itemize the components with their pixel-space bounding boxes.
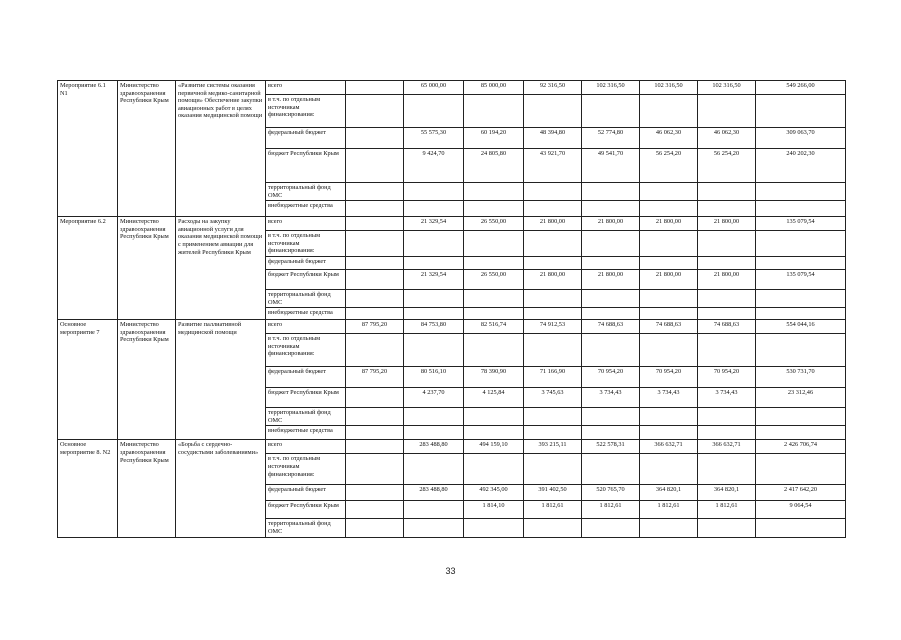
total-cell [756, 231, 846, 257]
value-cell [524, 289, 582, 307]
value-cell: 364 820,1 [698, 485, 756, 501]
source-cell: бюджет Республики Крым [266, 501, 346, 519]
value-cell: 366 632,71 [640, 440, 698, 454]
funding-grid [57, 80, 846, 538]
value-cell: 21 800,00 [698, 217, 756, 231]
value-cell [404, 308, 464, 320]
value-cell: 102 316,50 [582, 81, 640, 95]
value-cell [346, 149, 404, 183]
value-cell [524, 408, 582, 426]
source-cell: в т.ч. по отдельным источникам финансирования: [266, 231, 346, 257]
value-cell [640, 334, 698, 367]
value-cell [582, 519, 640, 537]
value-cell: 21 800,00 [582, 269, 640, 289]
value-cell: 71 166,90 [524, 367, 582, 388]
value-cell: 82 516,74 [464, 320, 524, 334]
value-cell [346, 501, 404, 519]
value-cell [698, 95, 756, 128]
value-cell: 92 316,50 [524, 81, 582, 95]
value-cell: 56 254,20 [698, 149, 756, 183]
value-cell [698, 308, 756, 320]
value-cell: 46 062,30 [640, 128, 698, 149]
value-cell: 55 575,30 [404, 128, 464, 149]
value-cell [582, 256, 640, 269]
source-cell: федеральный бюджет [266, 128, 346, 149]
value-cell [524, 95, 582, 128]
source-cell: внебюджетные средства [266, 426, 346, 440]
value-cell [464, 201, 524, 217]
value-cell [582, 426, 640, 440]
value-cell: 78 390,90 [464, 367, 524, 388]
value-cell [698, 183, 756, 201]
value-cell [582, 454, 640, 485]
value-cell: 49 541,70 [582, 149, 640, 183]
value-cell [698, 454, 756, 485]
value-cell: 1 812,61 [698, 501, 756, 519]
value-cell: 74 688,63 [698, 320, 756, 334]
table-row [58, 320, 846, 334]
value-cell: 3 734,43 [640, 388, 698, 408]
value-cell: 494 159,10 [464, 440, 524, 454]
value-cell [404, 289, 464, 307]
value-cell [346, 128, 404, 149]
value-cell [464, 426, 524, 440]
value-cell [464, 454, 524, 485]
value-cell: 9 424,70 [404, 149, 464, 183]
value-cell [640, 519, 698, 537]
total-cell [756, 183, 846, 201]
value-cell: 520 765,70 [582, 485, 640, 501]
executor-cell: Министерство здравоохранения Республики Крым [118, 320, 176, 440]
value-cell [582, 95, 640, 128]
value-cell [404, 519, 464, 537]
page-number: 33 [445, 566, 456, 576]
value-cell: 65 000,00 [404, 81, 464, 95]
value-cell: 87 795,20 [346, 367, 404, 388]
value-cell [404, 454, 464, 485]
value-cell [698, 201, 756, 217]
value-cell: 4 125,84 [464, 388, 524, 408]
value-cell [404, 426, 464, 440]
value-cell [346, 269, 404, 289]
value-cell [346, 201, 404, 217]
value-cell: 26 550,00 [464, 217, 524, 231]
value-cell [640, 95, 698, 128]
total-cell: 135 079,54 [756, 269, 846, 289]
value-cell: 48 394,80 [524, 128, 582, 149]
description-cell: Развитие паллиативной медицинской помощи [176, 320, 266, 440]
value-cell: 21 800,00 [524, 269, 582, 289]
source-cell: территориальный фонд ОМС [266, 289, 346, 307]
total-cell [756, 334, 846, 367]
value-cell: 1 812,61 [524, 501, 582, 519]
source-cell: внебюджетные средства [266, 201, 346, 217]
source-cell: территориальный фонд ОМС [266, 183, 346, 201]
funding-table [57, 80, 845, 563]
value-cell: 364 820,1 [640, 485, 698, 501]
value-cell: 43 921,70 [524, 149, 582, 183]
source-cell: бюджет Республики Крым [266, 269, 346, 289]
value-cell [346, 183, 404, 201]
value-cell [346, 81, 404, 95]
total-cell: 2 417 642,20 [756, 485, 846, 501]
value-cell: 74 912,53 [524, 320, 582, 334]
value-cell [464, 308, 524, 320]
source-cell: внебюджетные средства [266, 308, 346, 320]
total-cell: 549 266,00 [756, 81, 846, 95]
value-cell [640, 426, 698, 440]
value-cell [698, 289, 756, 307]
total-cell: 9 064,54 [756, 501, 846, 519]
description-cell: Расходы на закупку авиационной услуги для оказания медицинской помощи с применением авиации для жителей Республики Крым [176, 217, 266, 320]
source-cell: всего [266, 217, 346, 231]
source-cell: всего [266, 81, 346, 95]
value-cell [464, 408, 524, 426]
total-cell [756, 201, 846, 217]
value-cell: 102 316,50 [640, 81, 698, 95]
value-cell [346, 485, 404, 501]
total-cell: 530 731,70 [756, 367, 846, 388]
value-cell: 21 800,00 [524, 217, 582, 231]
value-cell: 87 795,20 [346, 320, 404, 334]
value-cell: 52 774,80 [582, 128, 640, 149]
value-cell [582, 308, 640, 320]
value-cell [346, 408, 404, 426]
value-cell [524, 183, 582, 201]
value-cell [404, 256, 464, 269]
value-cell: 70 954,20 [640, 367, 698, 388]
value-cell [524, 426, 582, 440]
value-cell [698, 426, 756, 440]
value-cell [640, 408, 698, 426]
total-cell [756, 454, 846, 485]
total-cell: 23 312,46 [756, 388, 846, 408]
value-cell: 84 753,80 [404, 320, 464, 334]
value-cell: 393 215,11 [524, 440, 582, 454]
value-cell [346, 388, 404, 408]
table-row [58, 81, 846, 95]
source-cell: в т.ч. по отдельным источникам финансирования: [266, 95, 346, 128]
value-cell [524, 454, 582, 485]
value-cell [582, 231, 640, 257]
executor-cell: Министерство здравоохранения Республики Крым [118, 81, 176, 217]
source-cell: федеральный бюджет [266, 367, 346, 388]
source-cell: территориальный фонд ОМС [266, 519, 346, 537]
table-row [58, 440, 846, 454]
source-cell: в т.ч. по отдельным источникам финансирования: [266, 334, 346, 367]
value-cell [404, 95, 464, 128]
total-cell [756, 256, 846, 269]
value-cell [640, 256, 698, 269]
value-cell: 24 805,80 [464, 149, 524, 183]
value-cell [404, 201, 464, 217]
source-cell: федеральный бюджет [266, 256, 346, 269]
source-cell: бюджет Республики Крым [266, 388, 346, 408]
event-cell: Мероприятие 6.1 N1 [58, 81, 118, 217]
value-cell [346, 426, 404, 440]
source-cell: всего [266, 440, 346, 454]
total-cell: 135 079,54 [756, 217, 846, 231]
value-cell [346, 308, 404, 320]
total-cell [756, 408, 846, 426]
value-cell [640, 183, 698, 201]
value-cell [640, 289, 698, 307]
value-cell [464, 256, 524, 269]
value-cell: 1 812,61 [582, 501, 640, 519]
total-cell: 240 202,30 [756, 149, 846, 183]
event-cell: Основное мероприятие 7 [58, 320, 118, 440]
value-cell [346, 95, 404, 128]
source-cell: федеральный бюджет [266, 485, 346, 501]
value-cell: 283 488,80 [404, 485, 464, 501]
value-cell: 74 688,63 [640, 320, 698, 334]
value-cell: 21 800,00 [698, 269, 756, 289]
value-cell [582, 289, 640, 307]
total-cell: 309 063,70 [756, 128, 846, 149]
value-cell [346, 454, 404, 485]
value-cell: 21 329,54 [404, 269, 464, 289]
value-cell: 4 237,70 [404, 388, 464, 408]
source-cell: в т.ч. по отдельным источникам финансирования: [266, 454, 346, 485]
executor-cell: Министерство здравоохранения Республики Крым [118, 217, 176, 320]
value-cell [582, 201, 640, 217]
value-cell [640, 231, 698, 257]
value-cell [698, 519, 756, 537]
value-cell [404, 501, 464, 519]
value-cell: 70 954,20 [698, 367, 756, 388]
value-cell [698, 334, 756, 367]
value-cell [346, 231, 404, 257]
value-cell [524, 231, 582, 257]
value-cell: 85 000,00 [464, 81, 524, 95]
value-cell: 70 954,20 [582, 367, 640, 388]
value-cell [698, 231, 756, 257]
value-cell [464, 519, 524, 537]
value-cell [464, 289, 524, 307]
value-cell: 74 688,63 [582, 320, 640, 334]
event-cell: Мероприятие 6.2 [58, 217, 118, 320]
total-cell [756, 289, 846, 307]
value-cell: 21 800,00 [640, 269, 698, 289]
value-cell [698, 256, 756, 269]
value-cell [524, 256, 582, 269]
value-cell: 366 632,71 [698, 440, 756, 454]
value-cell [582, 408, 640, 426]
value-cell: 46 062,30 [698, 128, 756, 149]
value-cell [582, 334, 640, 367]
value-cell: 21 329,54 [404, 217, 464, 231]
value-cell: 391 402,50 [524, 485, 582, 501]
value-cell: 3 745,63 [524, 388, 582, 408]
value-cell [524, 308, 582, 320]
value-cell [346, 256, 404, 269]
value-cell [640, 454, 698, 485]
value-cell: 3 734,43 [582, 388, 640, 408]
value-cell [640, 308, 698, 320]
value-cell: 3 734,43 [698, 388, 756, 408]
description-cell: «Борьба с сердечно-сосудистыми заболеваниями» [176, 440, 266, 537]
value-cell [582, 183, 640, 201]
total-cell [756, 519, 846, 537]
value-cell [346, 217, 404, 231]
value-cell: 21 800,00 [640, 217, 698, 231]
value-cell: 1 814,10 [464, 501, 524, 519]
value-cell [524, 201, 582, 217]
value-cell [346, 334, 404, 367]
event-cell: Основное мероприятие 8. N2 [58, 440, 118, 537]
value-cell: 80 516,10 [404, 367, 464, 388]
value-cell: 26 550,00 [464, 269, 524, 289]
value-cell [346, 440, 404, 454]
value-cell [464, 231, 524, 257]
source-cell: всего [266, 320, 346, 334]
value-cell: 283 488,80 [404, 440, 464, 454]
value-cell: 492 345,00 [464, 485, 524, 501]
source-cell: бюджет Республики Крым [266, 149, 346, 183]
total-cell [756, 95, 846, 128]
value-cell: 102 316,50 [698, 81, 756, 95]
value-cell [640, 201, 698, 217]
value-cell [404, 408, 464, 426]
description-cell: «Развитие системы оказания первичной медико-санитарной помощи» Обеспечение закупки авиационных работ в целях оказания медицинской помощи [176, 81, 266, 217]
value-cell [698, 408, 756, 426]
total-cell [756, 426, 846, 440]
value-cell: 1 812,61 [640, 501, 698, 519]
total-cell [756, 308, 846, 320]
executor-cell: Министерство здравоохранения Республики Крым [118, 440, 176, 537]
value-cell [464, 183, 524, 201]
value-cell: 522 578,31 [582, 440, 640, 454]
total-cell: 2 426 706,74 [756, 440, 846, 454]
value-cell [404, 183, 464, 201]
value-cell [524, 334, 582, 367]
value-cell [404, 334, 464, 367]
value-cell [346, 519, 404, 537]
value-cell [464, 334, 524, 367]
table-row [58, 217, 846, 231]
source-cell: территориальный фонд ОМС [266, 408, 346, 426]
value-cell: 60 194,20 [464, 128, 524, 149]
value-cell [404, 231, 464, 257]
value-cell [464, 95, 524, 128]
value-cell [346, 289, 404, 307]
total-cell: 554 044,16 [756, 320, 846, 334]
value-cell [524, 519, 582, 537]
value-cell: 21 800,00 [582, 217, 640, 231]
value-cell: 56 254,20 [640, 149, 698, 183]
